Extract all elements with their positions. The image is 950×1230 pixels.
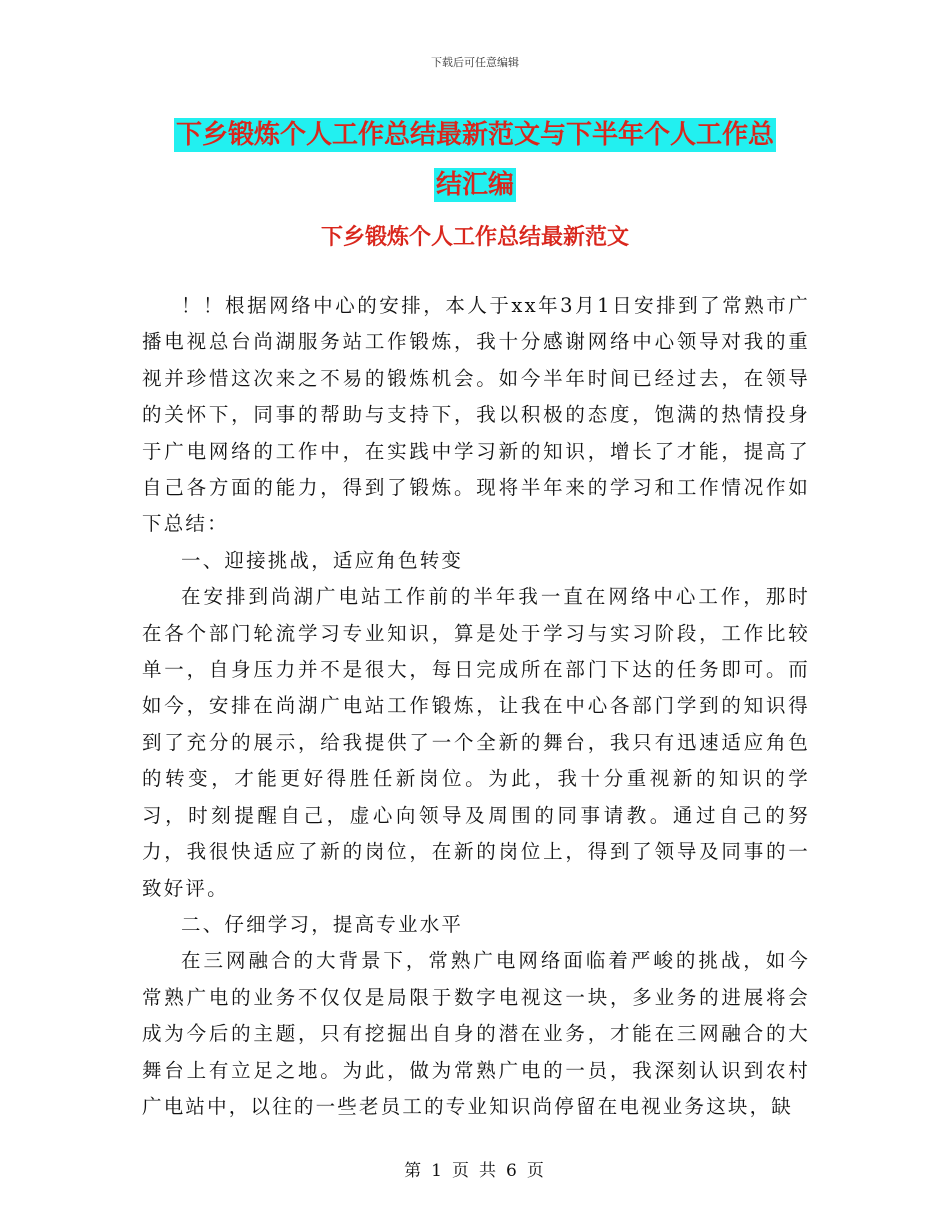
footer-label-gong: 共 [479,1161,498,1181]
title-line-2: 结汇编 [435,170,514,200]
section-title: 下乡锻炼个人工作总结最新范文 [320,225,629,250]
paragraph-one: 在安排到尚湖广电站工作前的半年我一直在网络中心工作，那时在各个部门轮流学习专业知识，算是处于学习与实习阶段，工作比较单一，自身压力并不是很大，每日完成所在部门下达的任务即可。而如今，安排在尚湖广电站工作锻炼，让我在中心各部门学到的知识得到了充分的展示，给我提供了一个全新的舞台，我只有迅速适应角色的转变，才能更好得胜任新岗位。为此，我十分重视新的知识的学习，时刻提醒自己，虚心向领导及周围的同事请教。通过自己的努力，我很快适应了新的岗位，在新的岗位上，得到了领导及同事的一致好评。 [142,585,810,900]
title-line-1: 下乡锻炼个人工作总结最新范文与下半年个人工作总 [175,120,774,150]
page-footer [0,1156,950,1181]
footer-label-ye2: 页 [526,1161,546,1181]
document-title [140,110,810,210]
heading-two: 二、仔细学习，提高专业水平 [181,912,464,936]
heading-one: 一、迎接挑战，适应角色转变 [181,548,464,572]
header-note: 下载后可任意编辑 [431,56,519,69]
page-number: 1 [431,1161,444,1181]
body-text [142,288,810,1125]
paragraph-two: 在三网融合的大背景下，常熟广电网络面临着严峻的挑战，如今常熟广电的业务不仅仅是局限于数字电视这一块，多业务的进展将会成为今后的主题，只有挖掘出自身的潜在业务，才能在三网融合的大舞台上有立足之地。为此，做为常熟广电的一员，我深刻认识到农村广电站中，以往的一些老员工的专业知识尚停留在电视业务这块，缺 [142,949,810,1118]
page-total: 6 [506,1161,519,1181]
footer-label-ye: 页 [452,1161,471,1181]
footer-label-di: 第 [404,1161,424,1181]
paragraph-intro: ！！根据网络中心的安排，本人于xx年3月1日安排到了常熟市广播电视总台尚湖服务站工作锻炼，我十分感谢网络中心领导对我的重视并珍惜这次来之不易的锻炼机会。如今半年时间已经过去，在领导的关怀下，同事的帮助与支持下，我以积极的态度，饱满的热情投身于广电网络的工作中，在实践中学习新的知识，增长了才能，提高了自己各方面的能力，得到了锻炼。现将半年来的学习和工作情况作如下总结： [142,294,810,536]
